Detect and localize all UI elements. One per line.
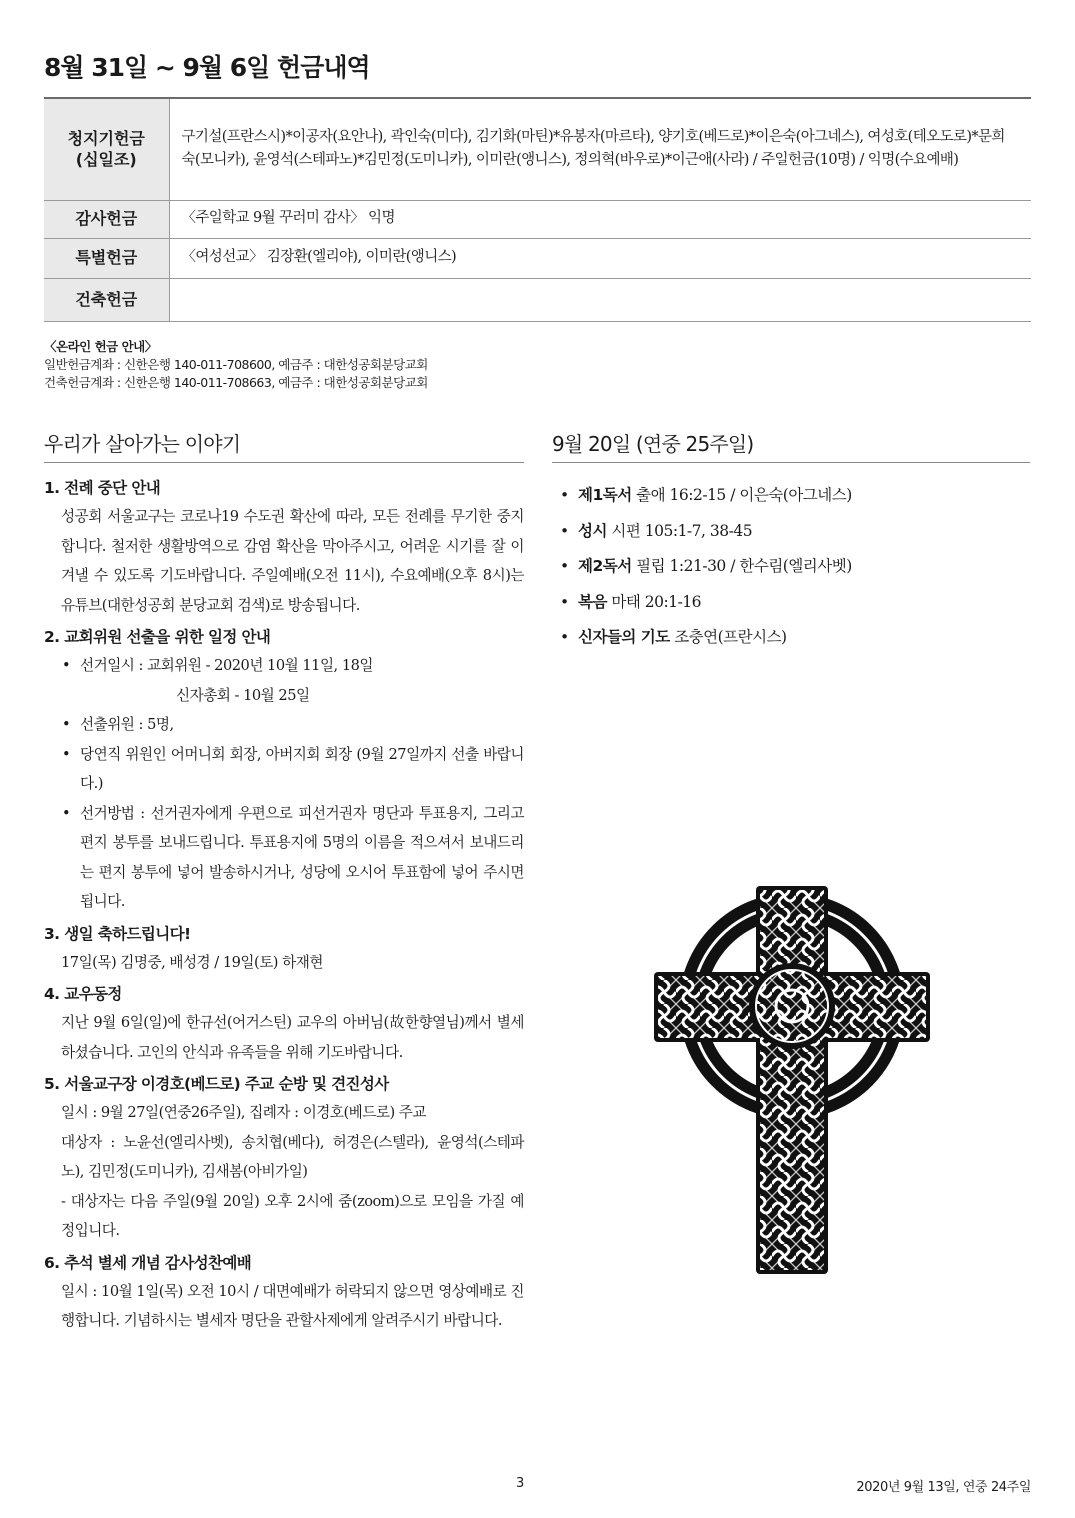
bullet-icon: • [560, 592, 569, 611]
page-number: 3 [516, 1476, 525, 1491]
item-heading: 4. 교우동정 [44, 985, 122, 1003]
general-account: 일반헌금계좌 : 신한은행 140-011-708600, 예금주 : 대한성공회분당교회 [44, 357, 428, 372]
offering-value: 〈여성선교〉 김장환(엘리야), 이미란(앵니스) [169, 238, 1031, 278]
list-item: • 선출위원 : 5명, [44, 710, 524, 740]
online-heading: 〈온라인 헌금 안내〉 [44, 339, 157, 354]
bullet-icon: • [560, 557, 569, 575]
item-heading: 1. 전례 중단 안내 [44, 479, 161, 497]
bullet-icon: • [560, 521, 569, 540]
story-list [44, 475, 524, 1336]
item-body: 대상자 : 노윤선(엘리사벳), 송치협(베다), 허경은(스텔라), 윤영석(스테파노), 김민정(도미니카), 김새봄(아비가일) [61, 1133, 524, 1180]
offering-table [44, 99, 1031, 322]
item-body: 17일(목) 김명중, 배성경 / 19일(토) 하재현 [61, 953, 323, 971]
offering-label: 특별헌금 [44, 238, 169, 278]
item-heading: 2. 교회위원 선출을 위한 일정 안내 [44, 628, 271, 646]
list-item: • 제1독서 출애 16:2-15 / 이은숙(아그네스) [560, 478, 1030, 514]
list-item: • 선거방법 : 선거권자에게 우편으로 피선거권자 명단과 투표용지, 그리고 편지 봉투를 보내드립니다. 투표용지에 5명의 이름을 적으셔서 보내드리는 편지 봉투에 넣어 발송하시거나, 성당에 오시어 투표함에 넣어 주시면 됩니다. [44, 799, 524, 917]
bullet-icon: • [62, 716, 71, 733]
bullet-icon: • [560, 628, 569, 646]
offering-label: 건축헌금 [44, 278, 169, 321]
bullet-icon: • [62, 804, 71, 822]
item-body: - 대상자는 다음 주일(9월 20일) 오후 2시에 줌(zoom)으로 모임을 가질 예정입니다. [61, 1192, 524, 1239]
celtic-cross-icon [652, 884, 932, 1276]
election-bullets [44, 651, 524, 917]
list-item: • 성시 시편 105:1-7, 38-45 [560, 514, 1030, 550]
bullet-icon: • [62, 745, 71, 763]
table-row [44, 278, 1031, 321]
list-item: • 복음 마태 20:1-16 [560, 585, 1030, 621]
readings-list [560, 478, 1030, 656]
item-heading: 3. 생일 축하드립니다! [44, 924, 191, 943]
list-item: • 신자들의 기도 조충연(프란시스) [560, 620, 1030, 656]
table-row [44, 200, 1031, 238]
offering-value: 〈주일학교 9월 꾸러미 감사〉 익명 [169, 200, 1031, 238]
item-body: 일시 : 9월 27일(연중26주일), 집례자 : 이경호(베드로) 주교 [61, 1104, 426, 1121]
footer-date: 2020년 9월 13일, 연중 24주일 [856, 1480, 1031, 1495]
story-section-title: 우리가 살아가는 이야기 [44, 428, 524, 463]
item-body: 일시 : 10월 1일(목) 오전 10시 / 대면예배가 허락되지 않으면 영상예배로 진행합니다. 기념하시는 별세자 명단을 관할사제에게 알려주시기 바랍니다. [61, 1282, 524, 1329]
table-row [44, 99, 1031, 200]
offering-label: 감사헌금 [44, 200, 169, 238]
readings-section-title: 9월 20일 (연중 25주일) [552, 428, 1030, 463]
offering-label: 청지기헌금 (십일조) [44, 99, 169, 200]
offering-value: 구기설(프란스시)*이공자(요안나), 곽인숙(미다), 김기화(마틴)*유봉자(마르타), 양기호(베드로)*이은숙(아그네스), 여성호(테오도로)*문희숙(모니카), 윤영석(스테파노)*김민정(도미니카), 이미란(앵니스), 정의혁(바우로)*이근애(사라) / 주일헌금(10명) / 익명(수요예배) [169, 99, 1031, 200]
page-title: 8월 31일 ~ 9월 6일 헌금내역 [44, 53, 370, 82]
online-offering-info [44, 338, 428, 392]
item-body: 성공회 서울교구는 코로나19 수도권 확산에 따라, 모든 전례를 무기한 중지합니다. 철저한 생활방역으로 감염 확산을 막아주시고, 어려운 시기를 잘 이겨낼 수 있도록 기도바랍니다. 주일예배(오전 11시), 수요예배(오후 8시)는 유튜브(대한성공회 분당교회 검색)로 방송됩니다. [61, 508, 524, 614]
bullet-icon: • [560, 486, 569, 504]
list-item: • 당연직 위원인 어머니회 회장, 아버지회 회장 (9월 27일까지 선출 바랍니다.) [44, 740, 524, 799]
offering-value [169, 278, 1031, 321]
table-row [44, 238, 1031, 278]
item-heading: 5. 서울교구장 이경호(베드로) 주교 순방 및 견진성사 [44, 1075, 389, 1093]
bullet-icon: • [62, 657, 71, 674]
list-item: • 선거일시 : 교회위원 - 2020년 10월 11일, 18일 신자총회 - 10월 25일 [44, 651, 524, 710]
list-item: • 제2독서 필립 1:21-30 / 한수림(엘리사벳) [560, 549, 1030, 585]
item-heading: 6. 추석 별세 개념 감사성찬예배 [44, 1253, 252, 1272]
building-account: 건축헌금계좌 : 신한은행 140-011-708663, 예금주 : 대한성공회분당교회 [44, 375, 428, 390]
item-body: 지난 9월 6일(일)에 한규선(어거스틴) 교우의 아버님(故한향열님)께서 별세하셨습니다. 고인의 안식과 유족들을 위해 기도바랍니다. [61, 1014, 524, 1061]
